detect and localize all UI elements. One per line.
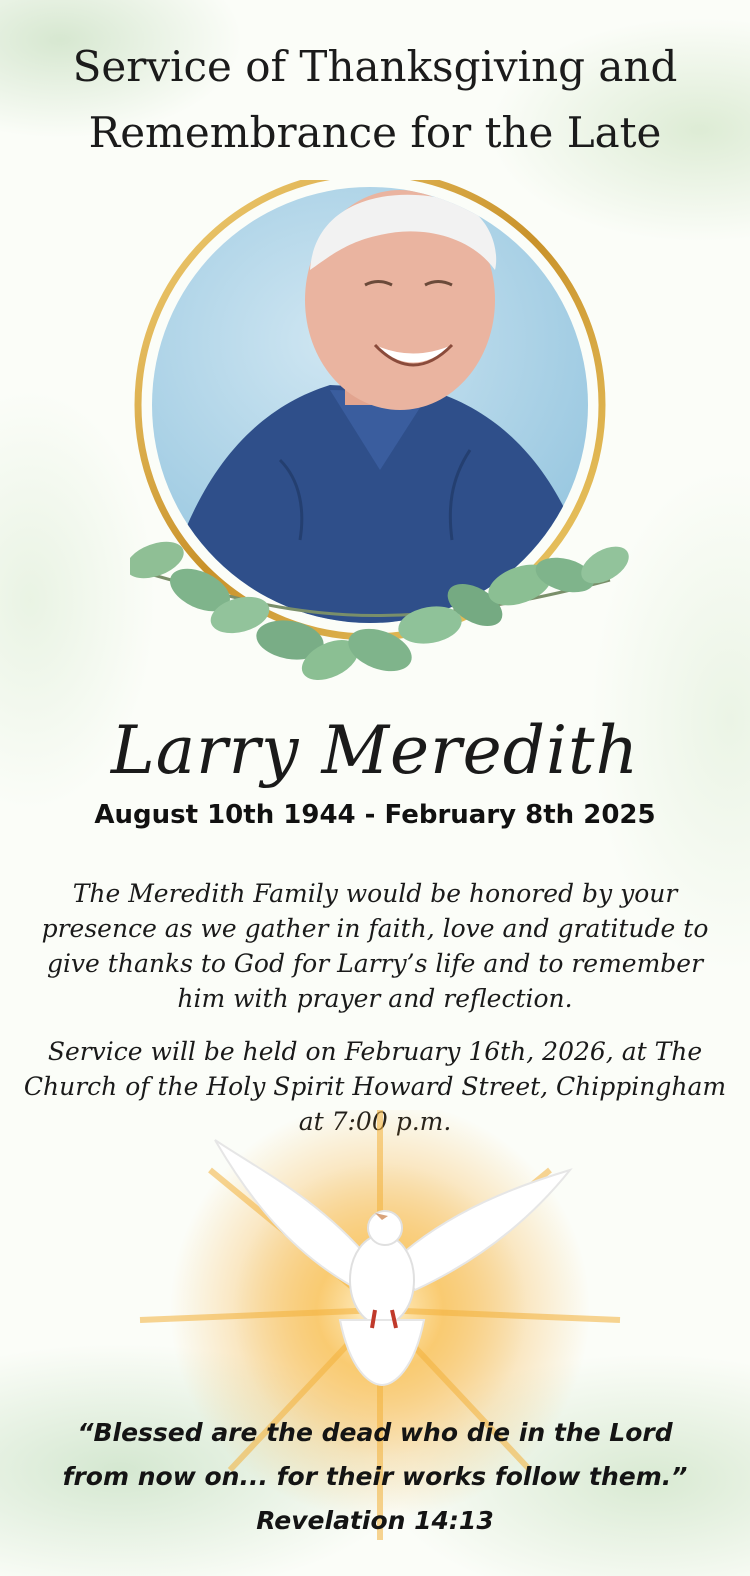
- invitation-line-3: give thanks to God for Larry’s life and to remember: [46, 949, 704, 978]
- invitation-line-1: The Meredith Family would be honored by your: [72, 879, 678, 908]
- portrait-photo: [130, 180, 640, 710]
- verse-line-1: “Blessed are the dead who die in the Lord: [77, 1418, 673, 1447]
- invitation-line-4: him with prayer and reflection.: [177, 984, 573, 1013]
- heading-line-2: Remembrance for the Late: [88, 108, 662, 157]
- invitation-line-2: presence as we gather in faith, love and gratitude to: [41, 914, 709, 943]
- service-line-2: Church of the Holy Spirit Howard Street, Chippingham: [23, 1072, 727, 1101]
- service-line-1: Service will be held on February 16th, 2026, at The: [47, 1037, 703, 1066]
- invitation-paragraph: [0, 876, 750, 1016]
- heading-line-1: Service of Thanksgiving and: [72, 42, 678, 91]
- verse-reference: Revelation 14:13: [256, 1506, 494, 1535]
- portrait-frame: [130, 180, 640, 710]
- deceased-name: Larry Meredith: [110, 712, 640, 789]
- life-dates: August 10th 1944 - February 8th 2025: [94, 800, 656, 830]
- verse-line-2: from now on... for their works follow them.”: [62, 1462, 688, 1491]
